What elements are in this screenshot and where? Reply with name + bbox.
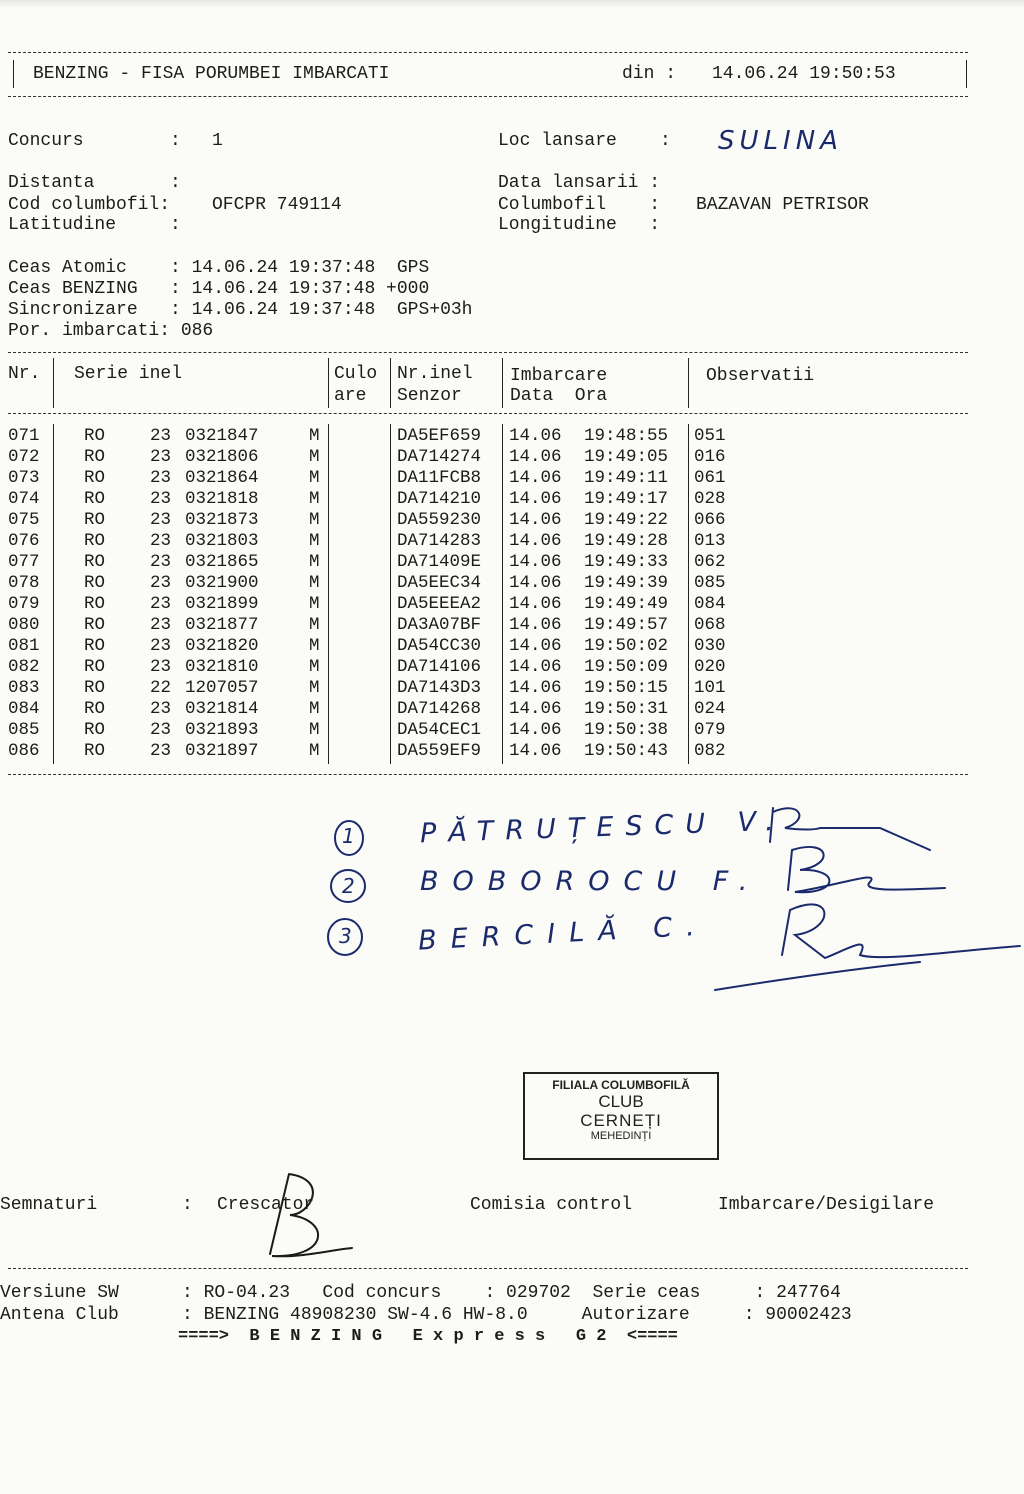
benzing-express-banner: ====> B E N Z I N G E x p r e s s G 2 <==== <box>178 1327 678 1346</box>
cell-time: 19:50:09 <box>584 657 669 677</box>
cell-date: 14.06 <box>509 594 562 614</box>
cell-year: 23 <box>150 720 172 740</box>
cell-sensor: DA714283 <box>397 531 482 551</box>
cell-sensor: DA54CC30 <box>397 636 482 656</box>
cell-country: RO <box>84 594 106 614</box>
cell-date: 14.06 <box>509 678 562 698</box>
cell-country: RO <box>84 615 106 635</box>
col-header-nr: Nr. <box>8 364 41 384</box>
signature-1-mark <box>770 808 930 850</box>
cell-sensor: DA5EF659 <box>397 426 482 446</box>
cod-columbofil-label: Cod columbofil: <box>8 195 171 215</box>
cell-year: 23 <box>150 741 172 761</box>
cell-date: 14.06 <box>509 489 562 509</box>
stamp-line-4: MEHEDINȚI <box>590 1130 652 1142</box>
cell-nr: 082 <box>8 657 40 677</box>
cell-sensor: DA71409E <box>397 552 482 572</box>
col-header-culoare-1: Culo <box>334 364 378 384</box>
cell-ring: 0321893 <box>185 720 259 740</box>
cell-ring: 0321899 <box>185 594 259 614</box>
versiune-sw-line: : RO-04.23 Cod concurs : 029702 Serie ceas : 247764 <box>182 1283 841 1303</box>
handwritten-name-3: BERCILĂ C. <box>417 910 710 957</box>
cell-sex: M <box>309 636 320 656</box>
col-header-nr-inel-1: Nr.inel <box>397 364 473 384</box>
signature-2-mark <box>788 847 945 892</box>
cell-ring: 0321900 <box>185 573 259 593</box>
cell-ring: 0321877 <box>185 615 259 635</box>
cell-date: 14.06 <box>509 720 562 740</box>
cell-year: 23 <box>150 699 172 719</box>
cell-ring: 0321803 <box>185 531 259 551</box>
cell-date: 14.06 <box>509 615 562 635</box>
crescator-label: Crescator <box>217 1195 315 1215</box>
cell-nr: 071 <box>8 426 40 446</box>
cell-date: 14.06 <box>509 531 562 551</box>
cell-nr: 080 <box>8 615 40 635</box>
cell-country: RO <box>84 489 106 509</box>
cell-country: RO <box>84 510 106 530</box>
cell-year: 23 <box>150 636 172 656</box>
cell-time: 19:50:02 <box>584 636 669 656</box>
stamp-line-1: FILIALA COLUMBOFILĂ <box>552 1078 690 1092</box>
cell-country: RO <box>84 468 106 488</box>
cell-time: 19:49:33 <box>584 552 669 572</box>
cell-nr: 073 <box>8 468 40 488</box>
longitudine-label: Longitudine : <box>498 215 661 235</box>
cell-year: 23 <box>150 657 172 677</box>
cell-observatii: 016 <box>694 447 726 467</box>
col-header-nr-inel-2: Senzor <box>397 386 462 406</box>
antena-club-label: Antena Club <box>0 1305 119 1325</box>
cell-country: RO <box>84 636 106 656</box>
cell-sensor: DA5EEEA2 <box>397 594 482 614</box>
cell-sex: M <box>309 468 320 488</box>
cell-observatii: 101 <box>694 678 726 698</box>
cell-country: RO <box>84 741 106 761</box>
cell-date: 14.06 <box>509 552 562 572</box>
cell-nr: 076 <box>8 531 40 551</box>
cell-sex: M <box>309 741 320 761</box>
cell-date: 14.06 <box>509 741 562 761</box>
cell-ring: 0321818 <box>185 489 259 509</box>
cell-sensor: DA714268 <box>397 699 482 719</box>
ceas-atomic-line: Ceas Atomic : 14.06.24 19:37:48 GPS <box>8 258 430 278</box>
printed-timestamp: 14.06.24 19:50:53 <box>712 64 896 84</box>
cell-date: 14.06 <box>509 573 562 593</box>
cell-nr: 075 <box>8 510 40 530</box>
cell-year: 23 <box>150 447 172 467</box>
document-title: BENZING - FISA PORUMBEI IMBARCATI <box>33 64 390 84</box>
col-header-imbarcare-1: Imbarcare <box>510 366 608 386</box>
cell-time: 19:49:49 <box>584 594 669 614</box>
comisia-control-label: Comisia control <box>470 1195 633 1215</box>
cell-year: 23 <box>150 426 172 446</box>
signature-underline-mark <box>715 962 920 990</box>
cell-time: 19:49:11 <box>584 468 669 488</box>
concurs-label: Concurs : <box>8 131 181 151</box>
cell-sex: M <box>309 426 320 446</box>
cell-date: 14.06 <box>509 468 562 488</box>
cell-observatii: 085 <box>694 573 726 593</box>
cell-sex: M <box>309 531 320 551</box>
por-imbarcati-line: Por. imbarcati: 086 <box>8 321 214 341</box>
cell-year: 23 <box>150 615 172 635</box>
circled-number-3-text: 3 <box>339 924 352 948</box>
club-stamp <box>523 1072 719 1160</box>
cell-time: 19:49:22 <box>584 510 669 530</box>
cell-ring: 0321873 <box>185 510 259 530</box>
cell-time: 19:48:55 <box>584 426 669 446</box>
cell-sensor: DA559230 <box>397 510 482 530</box>
antena-club-line: : BENZING 48908230 SW-4.6 HW-8.0 Autorizare : 90002423 <box>182 1305 852 1325</box>
cell-observatii: 068 <box>694 615 726 635</box>
cell-ring: 0321814 <box>185 699 259 719</box>
cell-date: 14.06 <box>509 447 562 467</box>
versiune-sw-label: Versiune SW <box>0 1283 119 1303</box>
cell-ring: 0321847 <box>185 426 259 446</box>
cell-sensor: DA3A07BF <box>397 615 482 635</box>
cell-observatii: 024 <box>694 699 726 719</box>
cell-country: RO <box>84 699 106 719</box>
cell-nr: 081 <box>8 636 40 656</box>
cell-year: 22 <box>150 678 172 698</box>
cell-observatii: 051 <box>694 426 726 446</box>
cell-country: RO <box>84 573 106 593</box>
cell-sex: M <box>309 699 320 719</box>
concurs-value: 1 <box>212 131 223 151</box>
cell-time: 19:49:05 <box>584 447 669 467</box>
cell-time: 19:50:31 <box>584 699 669 719</box>
cell-ring: 0321897 <box>185 741 259 761</box>
cell-nr: 074 <box>8 489 40 509</box>
cell-time: 19:49:17 <box>584 489 669 509</box>
circled-number-1-text: 1 <box>342 824 355 848</box>
cell-nr: 078 <box>8 573 40 593</box>
handwritten-name-2: BOBOROCU F. <box>420 866 762 897</box>
col-header-serie-inel: Serie inel <box>74 364 183 384</box>
cell-sensor: DA7143D3 <box>397 678 482 698</box>
semnaturi-label: Semnaturi <box>0 1195 98 1215</box>
cell-observatii: 028 <box>694 489 726 509</box>
handwritten-name-1: PĂTRUȚESCU V. <box>419 805 787 850</box>
cell-nr: 085 <box>8 720 40 740</box>
stamp-line-2: CLUB <box>598 1092 644 1111</box>
cell-year: 23 <box>150 468 172 488</box>
cell-observatii: 020 <box>694 657 726 677</box>
cell-time: 19:49:39 <box>584 573 669 593</box>
cell-sex: M <box>309 615 320 635</box>
cell-nr: 086 <box>8 741 40 761</box>
cell-sensor: DA54CEC1 <box>397 720 482 740</box>
cell-observatii: 013 <box>694 531 726 551</box>
loc-lansare-label: Loc lansare : <box>498 131 671 151</box>
ceas-benzing-line: Ceas BENZING : 14.06.24 19:37:48 +000 <box>8 279 430 299</box>
cell-sensor: DA5EEC34 <box>397 573 482 593</box>
cell-sensor: DA714106 <box>397 657 482 677</box>
cell-ring: 0321820 <box>185 636 259 656</box>
columbofil-label: Columbofil : <box>498 195 661 215</box>
cell-sensor: DA714274 <box>397 447 482 467</box>
cell-nr: 084 <box>8 699 40 719</box>
cell-country: RO <box>84 678 106 698</box>
cell-nr: 079 <box>8 594 40 614</box>
cell-date: 14.06 <box>509 510 562 530</box>
cell-country: RO <box>84 552 106 572</box>
din-label: din : <box>622 64 677 84</box>
cell-date: 14.06 <box>509 699 562 719</box>
cell-year: 23 <box>150 594 172 614</box>
cell-sensor: DA714210 <box>397 489 482 509</box>
cell-observatii: 082 <box>694 741 726 761</box>
latitudine-label: Latitudine : <box>8 215 181 235</box>
cell-year: 23 <box>150 531 172 551</box>
footer-top-border <box>8 1268 968 1269</box>
stamp-line-3: CERNEȚI <box>580 1111 662 1130</box>
cell-sensor: DA559EF9 <box>397 741 482 761</box>
cell-nr: 077 <box>8 552 40 572</box>
col-header-observatii: Observatii <box>706 366 815 386</box>
loc-lansare-handwritten: SULINA <box>718 126 843 156</box>
cell-sex: M <box>309 720 320 740</box>
cell-ring: 0321865 <box>185 552 259 572</box>
semnaturi-colon: : <box>182 1195 193 1215</box>
cell-time: 19:50:15 <box>584 678 669 698</box>
cell-nr: 083 <box>8 678 40 698</box>
cell-observatii: 062 <box>694 552 726 572</box>
cell-sex: M <box>309 447 320 467</box>
signature-3-mark <box>782 904 1020 958</box>
cell-country: RO <box>84 426 106 446</box>
cell-observatii: 030 <box>694 636 726 656</box>
cell-sensor: DA11FCB8 <box>397 468 482 488</box>
cell-country: RO <box>84 447 106 467</box>
col-header-culoare-2: are <box>334 386 367 406</box>
cell-sex: M <box>309 657 320 677</box>
cell-sex: M <box>309 489 320 509</box>
cell-year: 23 <box>150 489 172 509</box>
cell-country: RO <box>84 531 106 551</box>
cell-observatii: 066 <box>694 510 726 530</box>
columbofil-value: BAZAVAN PETRISOR <box>696 195 869 215</box>
cell-country: RO <box>84 720 106 740</box>
cell-sex: M <box>309 678 320 698</box>
data-lansarii-label: Data lansarii : <box>498 173 661 193</box>
sincronizare-line: Sincronizare : 14.06.24 19:37:48 GPS+03h <box>8 300 473 320</box>
cell-year: 23 <box>150 552 172 572</box>
cod-columbofil-value: OFCPR 749114 <box>212 195 342 215</box>
cell-ring: 1207057 <box>185 678 259 698</box>
imbarcare-desigilare-label: Imbarcare/Desigilare <box>718 1195 935 1215</box>
cell-ring: 0321810 <box>185 657 259 677</box>
cell-year: 23 <box>150 573 172 593</box>
cell-time: 19:49:57 <box>584 615 669 635</box>
cell-ring: 0321806 <box>185 447 259 467</box>
cell-nr: 072 <box>8 447 40 467</box>
circled-number-2-text: 2 <box>342 874 355 898</box>
cell-time: 19:50:38 <box>584 720 669 740</box>
cell-observatii: 084 <box>694 594 726 614</box>
cell-date: 14.06 <box>509 657 562 677</box>
cell-sex: M <box>309 510 320 530</box>
cell-time: 19:49:28 <box>584 531 669 551</box>
cell-time: 19:50:43 <box>584 741 669 761</box>
col-header-imbarcare-2: Data Ora <box>510 386 608 406</box>
cell-observatii: 061 <box>694 468 726 488</box>
cell-ring: 0321864 <box>185 468 259 488</box>
cell-year: 23 <box>150 510 172 530</box>
cell-sex: M <box>309 552 320 572</box>
cell-sex: M <box>309 594 320 614</box>
distanta-label: Distanta : <box>8 173 181 193</box>
cell-observatii: 079 <box>694 720 726 740</box>
cell-sex: M <box>309 573 320 593</box>
cell-date: 14.06 <box>509 636 562 656</box>
cell-date: 14.06 <box>509 426 562 446</box>
cell-country: RO <box>84 657 106 677</box>
